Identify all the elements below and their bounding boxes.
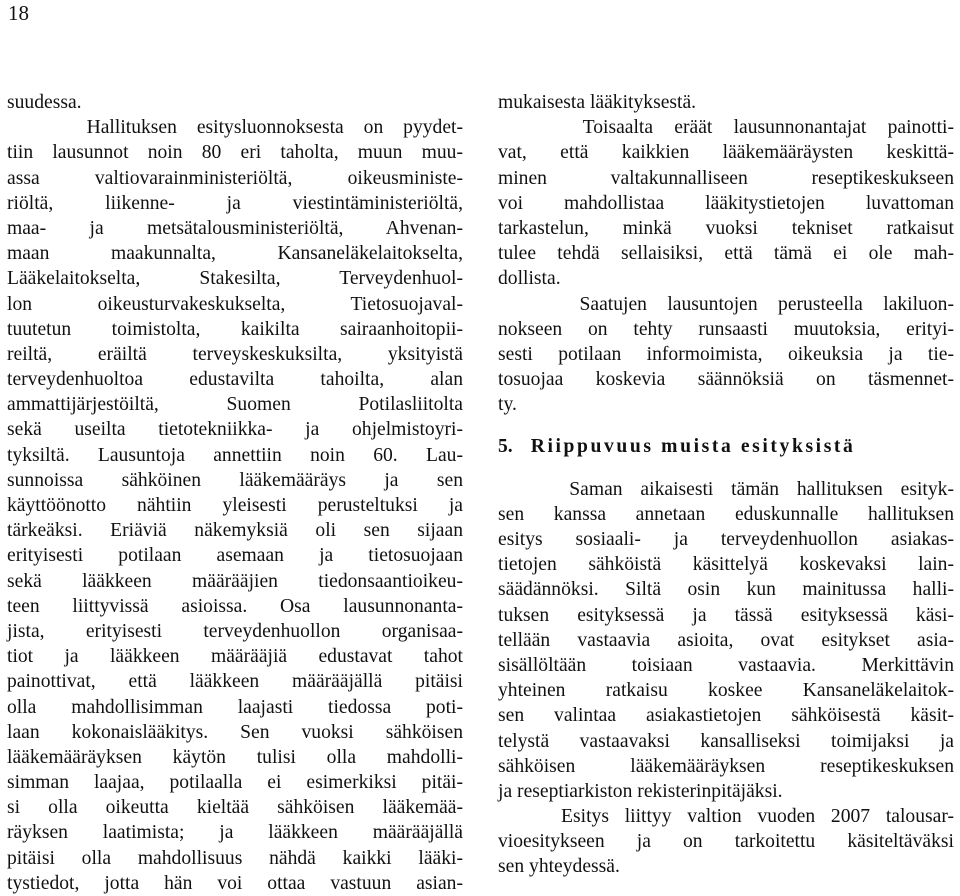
text-line: tietojen sähköistä käsittelyä koskevaksi lain- xyxy=(498,554,954,576)
text-line: räyksen laatimista; ja lääkkeen määrääjällä xyxy=(7,822,463,844)
text-line: telystä vastaavaksi kansalliseksi toimijaksi ja xyxy=(498,730,954,752)
spacer xyxy=(498,417,954,434)
text-line: voi mahdollistaa lääkitystietojen luvattoman xyxy=(498,192,954,214)
text-line: mukaisesta lääkityksestä. xyxy=(498,92,697,113)
spacer xyxy=(498,460,954,477)
text-line: tuutetun toimistolta, kaikilta sairaanhoitopii- xyxy=(7,318,463,340)
text-line: sen kanssa annetaan eduskunnalle hallituksen xyxy=(498,503,954,525)
section-heading xyxy=(498,434,954,459)
text-line: assa valtiovarainministeriöltä, oikeusministe- xyxy=(7,167,463,189)
text-line: minen valtakunnalliseen reseptikeskukseen xyxy=(498,167,954,189)
text-line: Toisaalta eräät lausunnonantajat painotti- xyxy=(498,117,954,139)
text-line: erityisesti potilaan asemaan ja tietosuojaan xyxy=(7,545,463,567)
text-line: sisällöltään toisiaan vastaavia. Merkittävin xyxy=(498,654,954,676)
text-line: tulee tehdä sellaisiksi, että tämä ei ole mah- xyxy=(498,243,954,265)
text-line: sen valintaa asiakastietojen sähköisestä käsit- xyxy=(498,705,954,727)
text-line: sekä lääkkeen määrääjien tiedonsaantioikeu- xyxy=(7,570,463,592)
page-number: 18 xyxy=(8,1,29,25)
text-line: si olla oikeutta kieltää sähköisen lääkemää- xyxy=(7,797,463,819)
text-line: Saatujen lausuntojen perusteella lakiluon- xyxy=(498,293,954,315)
text-line: tyksiltä. Lausuntoja annettiin noin 60. Lau- xyxy=(7,444,463,466)
text-line: lon oikeusturvakeskukselta, Tietosuojaval- xyxy=(7,293,463,315)
text-line: simman laajaa, potilaalla ei esimerkiksi pitäi- xyxy=(7,772,463,794)
text-line: ammattijärjestöiltä, Suomen Potilasliitolta xyxy=(7,394,463,416)
text-line: tarkastelun, minkä vuoksi tekniset ratkaisut xyxy=(498,217,954,239)
text-line: teen liittyvissä asioissa. Osa lausunnonanta- xyxy=(7,595,463,617)
text-line: tärkeäksi. Eriäviä näkemyksiä oli sen sijaan xyxy=(7,520,463,542)
text-line: tosuojaa koskevia säännöksiä on täsmennet- xyxy=(498,369,954,391)
text-line: vat, että kaikkien lääkemääräysten keskittä- xyxy=(498,142,954,164)
text-line: lääkemääräyksen käytön tulisi olla mahdolli- xyxy=(7,746,463,768)
text-line: sesti potilaan informoimista, oikeuksia ja tie- xyxy=(498,343,954,365)
left-column xyxy=(7,90,463,896)
text-line: tiot ja lääkkeen määrääjiä edustavat tahot xyxy=(7,646,463,668)
text-line: suudessa. xyxy=(7,92,82,113)
text-line: sähköisen lääkemääräyksen reseptikeskuksen xyxy=(498,755,954,777)
text-line: säädännöksi. Siltä osin kun mainitussa halli- xyxy=(498,579,954,601)
text-line: nokseen on tehty runsaasti muutoksia, erityi- xyxy=(498,318,954,340)
text-line: dollista. xyxy=(498,268,561,290)
text-line: sunnoissa sähköinen lääkemääräys ja sen xyxy=(7,469,463,491)
right-column xyxy=(498,90,954,880)
text-line: yhteinen ratkaisu koskee Kansaneläkelaitok- xyxy=(498,680,954,702)
text-line: tiin lausunnot noin 80 eri taholta, muun muu- xyxy=(7,142,463,164)
section-heading-title: Riippuvuus muista esityksistä xyxy=(530,436,856,458)
text-line: pitäisi olla mahdollisuus nähdä kaikki lääki- xyxy=(7,847,463,869)
text-line: laan kokonaislääkitys. Sen vuoksi sähköisen xyxy=(7,721,463,743)
text-line: tystiedot, jotta hän voi ottaa vastuun asian- xyxy=(7,872,463,894)
text-line: Hallituksen esitysluonnoksesta on pyydet- xyxy=(7,117,463,139)
text-line: sekä useilta tietotekniikka- ja ohjelmistoyri- xyxy=(7,419,463,441)
text-line: ja reseptiarkiston rekisterinpitäjäksi. xyxy=(498,780,783,802)
text-line: Esitys liittyy valtion vuoden 2007 talousar- xyxy=(498,806,954,828)
section-heading-number: 5. xyxy=(498,436,513,458)
text-line: vioesitykseen ja on tarkoitettu käsiteltäväksi xyxy=(498,831,954,853)
text-line: tellään vastaavia asioita, ovat esitykset asia- xyxy=(498,629,954,651)
text-line: maan maakunnalta, Kansaneläkelaitokselta, xyxy=(7,243,463,265)
text-line: esitys sosiaali- ja terveydenhuollon asiakas- xyxy=(498,529,954,550)
text-line: käyttöönotto nähtiin yleisesti perusteltuksi ja xyxy=(7,495,463,516)
text-line: terveydenhuoltoa edustavilta tahoilta, alan xyxy=(7,369,463,391)
text-line: tuksen esityksessä ja tässä esityksessä käsi- xyxy=(498,604,954,626)
text-line: olla mahdollisimman laajasti tiedossa poti- xyxy=(7,696,463,718)
text-line: maa- ja metsätalousministeriöltä, Ahvenan- xyxy=(7,217,463,239)
text-line: Lääkelaitokselta, Stakesilta, Terveydenhuol- xyxy=(7,268,463,290)
text-line: riöltä, liikenne- ja viestintäministeriöltä, xyxy=(7,192,463,214)
text-line: jista, erityisesti terveydenhuollon organisaa- xyxy=(7,620,463,642)
text-line: reiltä, eräiltä terveyskeskuksilta, yksityistä xyxy=(7,343,463,365)
text-line: Saman aikaisesti tämän hallituksen esityk- xyxy=(498,478,954,500)
text-line: ty. xyxy=(498,394,517,416)
text-line: sen yhteydessä. xyxy=(498,856,620,878)
text-line: painottivat, että lääkkeen määrääjällä pitäisi xyxy=(7,671,463,693)
